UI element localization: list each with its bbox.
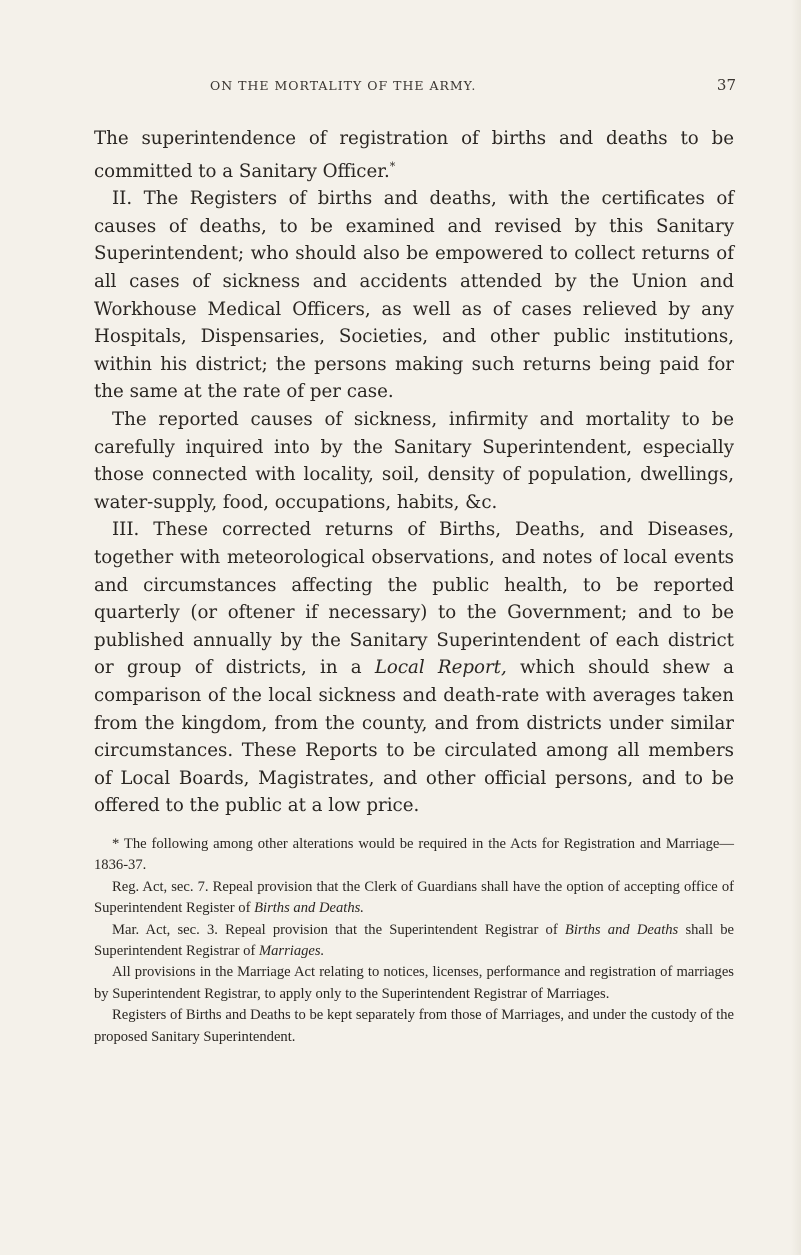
footnote-mar-act xyxy=(94,920,734,963)
paragraph-2: II. The Registers of births and deaths, with the certificates of causes of deaths, to be examined and revised by this Sanitary Superintendent; who should also be empowered to collect returns of all cases of sickness and accidents attended by the Union and Workhouse Medical Officers, as well as of cases relieved by any Hospitals, Dispensaries, Societies, and other public institutions, within his district; the persons making such returns being paid for the same at the rate of per case. xyxy=(94,188,734,403)
paragraph-4-text-b: which should shew a comparison of the local sickness and death-rate with averages taken from the kingdom, from the county, and from districts under similar circumstances. These Reports to be circulated among all members of Local Boards, Magistrates, and other official persons, and to be offered to the public at a low price. xyxy=(94,657,734,817)
paragraph-3: The reported causes of sickness, infirmity and mortality to be carefully inquired into by the Sanitary Superintendent, especially those connected with locality, soil, density of population, dwellings, water-supply, food, occupations, habits, &c. xyxy=(94,409,734,513)
paragraph-1-text: The superintendence of registration of births and deaths to be committed to a Sanitary Officer. xyxy=(94,128,734,182)
footnote-mar-text-b: shall be Superintendent Registrar of xyxy=(94,921,734,960)
paragraph-1 xyxy=(94,125,734,185)
footnote-block xyxy=(94,834,734,1048)
page-edge xyxy=(791,0,801,1255)
footnote-provisions: All provisions in the Marriage Act relating to notices, licenses, performance and registration of marriages by Superintendent Registrar, to apply only to the Superintendent Registrar of Marriages. xyxy=(94,964,734,1002)
footnote-intro: * The following among other alterations would be required in the Acts for Registration and Marriage—1836-37. xyxy=(94,836,734,874)
footnote-mark: * xyxy=(389,159,396,173)
body-text xyxy=(94,125,734,820)
footnote-reg-text: Reg. Act, sec. 7. Repeal provision that the Clerk of Guardians shall have the option of accepting office of Superintendent Register of xyxy=(94,878,734,917)
footnote-mar-italic-1: Births and Deaths xyxy=(564,921,679,938)
footnote-mar-italic-2: Marriages. xyxy=(258,943,325,960)
footnote-registers: Registers of Births and Deaths to be kept separately from those of Marriages, and under the custody of the proposed Sanitary Superintendent. xyxy=(94,1007,734,1045)
paragraph-4-text-a: III. These corrected returns of Births, Deaths, and Diseases, together with meteorological observations, and notes of local events and circumstances affecting the public health, to be reported quarterly (or oftener if necessary) to the Government; and to be published annually by the Sanitary Superintendent of each district or group of districts, in a xyxy=(94,519,734,679)
local-report-italic: Local Report, xyxy=(374,657,507,679)
footnote-reg-act xyxy=(94,877,734,920)
footnote-mar-text-a: Mar. Act, sec. 3. Repeal provision that the Superintendent Registrar of xyxy=(112,921,565,938)
paragraph-4 xyxy=(94,516,734,820)
page-number: 37 xyxy=(716,76,736,94)
running-head-title: ON THE MORTALITY OF THE ARMY. xyxy=(210,78,477,93)
footnote-reg-italic: Births and Deaths. xyxy=(254,900,364,917)
